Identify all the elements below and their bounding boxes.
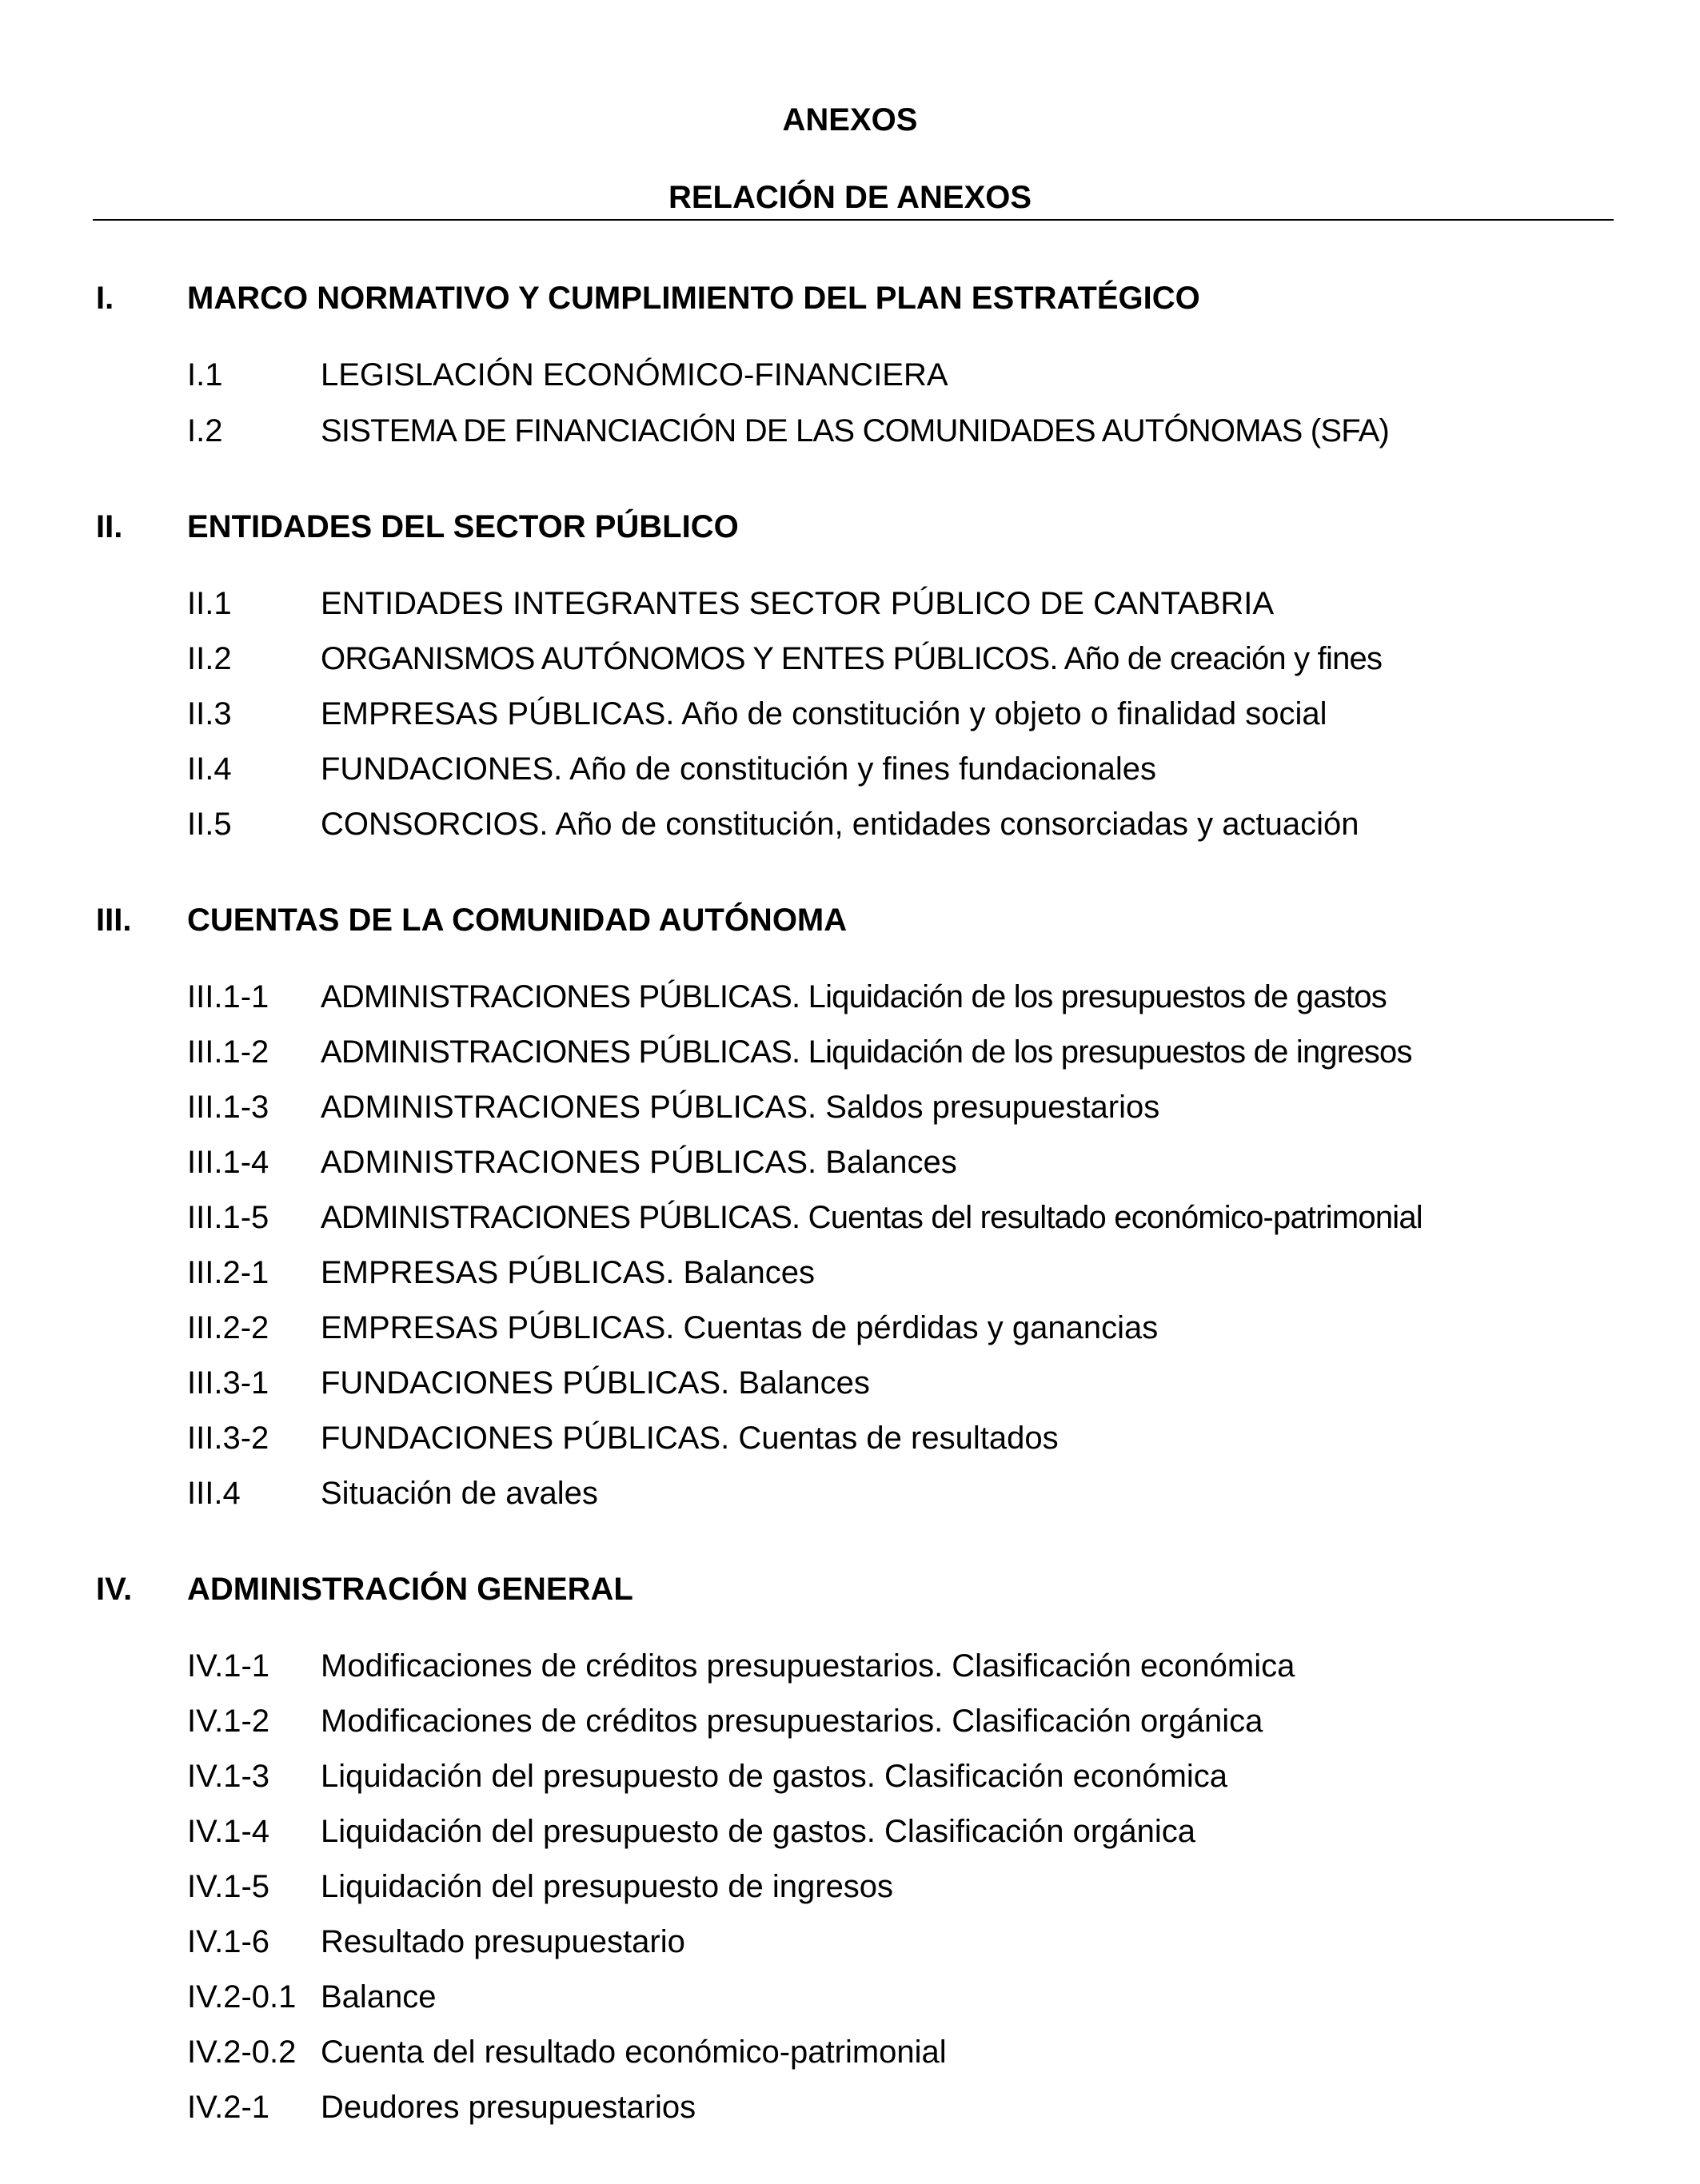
annex-label: EMPRESAS PÚBLICAS. Cuentas de pérdidas y ganancias: [321, 1310, 1159, 1345]
annex-code: III.1-3: [187, 1090, 269, 1125]
annex-item: [0, 1027, 1700, 1077]
annex-code: III.1-2: [187, 1034, 269, 1070]
annex-code: III.2-2: [187, 1310, 269, 1345]
annex-label: FUNDACIONES PÚBLICAS. Balances: [321, 1365, 870, 1401]
annex-item: [0, 1138, 1700, 1187]
annex-code: IV.2-0.1: [187, 1979, 297, 2015]
annex-label: ADMINISTRACIONES PÚBLICAS. Cuentas del resultado económico-patrimonial: [321, 1200, 1423, 1235]
annex-item: [0, 2082, 1700, 2132]
annex-label: Resultado presupuestario: [321, 1924, 685, 1959]
section-title: CUENTAS DE LA COMUNIDAD AUTÓNOMA: [187, 903, 848, 938]
annex-item: [0, 1303, 1700, 1353]
section-title: ENTIDADES DEL SECTOR PÚBLICO: [187, 509, 739, 544]
annex-label: Modificaciones de créditos presupuestarios. Clasificación económica: [321, 1648, 1295, 1684]
annex-code: IV.1-5: [187, 1869, 270, 1904]
page-title: ANEXOS: [782, 102, 918, 137]
annex-item: [0, 1972, 1700, 2022]
section-number: IV.: [96, 1572, 133, 1607]
annex-item: [0, 1413, 1700, 1463]
annex-code: IV.1-4: [187, 1814, 270, 1849]
annex-item: [0, 689, 1700, 739]
annex-code: III.2-1: [187, 1255, 269, 1290]
annex-label: ENTIDADES INTEGRANTES SECTOR PÚBLICO DE CANTABRIA: [321, 586, 1275, 621]
annex-item: [0, 1752, 1700, 1801]
annex-item: [0, 350, 1700, 400]
annex-item: [0, 1082, 1700, 1132]
annex-label: Balance: [321, 1979, 437, 2015]
annex-code: III.1-4: [187, 1145, 269, 1180]
section-heading-iv: [0, 1564, 1700, 1614]
annex-code: III.4: [187, 1476, 241, 1511]
annex-label: ADMINISTRACIONES PÚBLICAS. Balances: [321, 1145, 957, 1180]
annex-label: Modificaciones de créditos presupuestarios. Clasificación orgánica: [321, 1704, 1263, 1739]
annex-code: II.2: [187, 641, 232, 676]
annex-code: IV.1-2: [187, 1704, 270, 1739]
annex-code: I.1: [187, 357, 223, 393]
annex-code: IV.2-1: [187, 2090, 270, 2125]
annex-code: I.2: [187, 413, 223, 448]
annex-item: [0, 744, 1700, 794]
annex-code: IV.2-0.2: [187, 2035, 297, 2070]
annex-label: FUNDACIONES PÚBLICAS. Cuentas de resultados: [321, 1421, 1059, 1456]
annex-code: III.1-5: [187, 1200, 269, 1235]
annex-label: EMPRESAS PÚBLICAS. Balances: [321, 1255, 816, 1290]
annex-label: Deudores presupuestarios: [321, 2090, 696, 2125]
annex-code: II.3: [187, 696, 232, 731]
annex-item: [0, 1358, 1700, 1408]
annex-item: [0, 1696, 1700, 1746]
annex-item: [0, 406, 1700, 456]
section-heading-ii: [0, 502, 1700, 552]
section-heading-i: [0, 273, 1700, 323]
annex-item: [0, 1641, 1700, 1691]
annex-label: ORGANISMOS AUTÓNOMOS Y ENTES PÚBLICOS. Año de creación y fines: [321, 641, 1383, 676]
annex-item: [0, 1469, 1700, 1518]
page-subtitle: RELACIÓN DE ANEXOS: [668, 180, 1032, 215]
annex-label: FUNDACIONES. Año de constitución y fines fundacionales: [321, 751, 1156, 787]
annex-code: IV.1-6: [187, 1924, 270, 1959]
annex-item: [0, 579, 1700, 628]
annex-code: IV.1-3: [187, 1759, 270, 1794]
annex-label: ADMINISTRACIONES PÚBLICAS. Liquidación de los presupuestos de gastos: [321, 979, 1387, 1014]
annex-label: LEGISLACIÓN ECONÓMICO-FINANCIERA: [321, 357, 948, 393]
section-title: MARCO NORMATIVO Y CUMPLIMIENTO DEL PLAN ESTRATÉGICO: [187, 281, 1200, 316]
annex-code: III.3-2: [187, 1421, 269, 1456]
annex-item: [0, 1248, 1700, 1297]
annex-code: IV.1-1: [187, 1648, 270, 1684]
annex-label: SISTEMA DE FINANCIACIÓN DE LAS COMUNIDADES AUTÓNOMAS (SFA): [321, 413, 1390, 448]
annex-label: ADMINISTRACIONES PÚBLICAS. Saldos presupuestarios: [321, 1090, 1160, 1125]
annex-label: CONSORCIOS. Año de constitución, entidades consorciadas y actuación: [321, 807, 1359, 842]
annex-label: ADMINISTRACIONES PÚBLICAS. Liquidación de los presupuestos de ingresos: [321, 1034, 1412, 1070]
annex-label: Liquidación del presupuesto de ingresos: [321, 1869, 894, 1904]
annex-item: [0, 1862, 1700, 1911]
annex-label: Liquidación del presupuesto de gastos. Clasificación económica: [321, 1759, 1228, 1794]
annex-label: Liquidación del presupuesto de gastos. Clasificación orgánica: [321, 1814, 1196, 1849]
annex-label: EMPRESAS PÚBLICAS. Año de constitución y objeto o finalidad social: [321, 696, 1327, 731]
section-number: I.: [96, 281, 114, 316]
annex-item: [0, 972, 1700, 1022]
annex-item: [0, 1917, 1700, 1967]
annex-code: II.4: [187, 751, 232, 787]
annex-item: [0, 799, 1700, 849]
annex-item: [0, 634, 1700, 683]
annex-label: Cuenta del resultado económico-patrimonial: [321, 2035, 947, 2070]
annex-code: II.1: [187, 586, 232, 621]
annex-item: [0, 1807, 1700, 1856]
annex-item: [0, 1193, 1700, 1242]
annex-code: III.3-1: [187, 1365, 269, 1401]
section-number: II.: [96, 509, 123, 544]
section-number: III.: [96, 903, 132, 938]
annex-label: Situación de avales: [321, 1476, 598, 1511]
section-title: ADMINISTRACIÓN GENERAL: [187, 1572, 633, 1607]
annex-item: [0, 2027, 1700, 2077]
annex-code: III.1-1: [187, 979, 269, 1014]
annex-code: II.5: [187, 807, 232, 842]
section-heading-iii: [0, 895, 1700, 945]
